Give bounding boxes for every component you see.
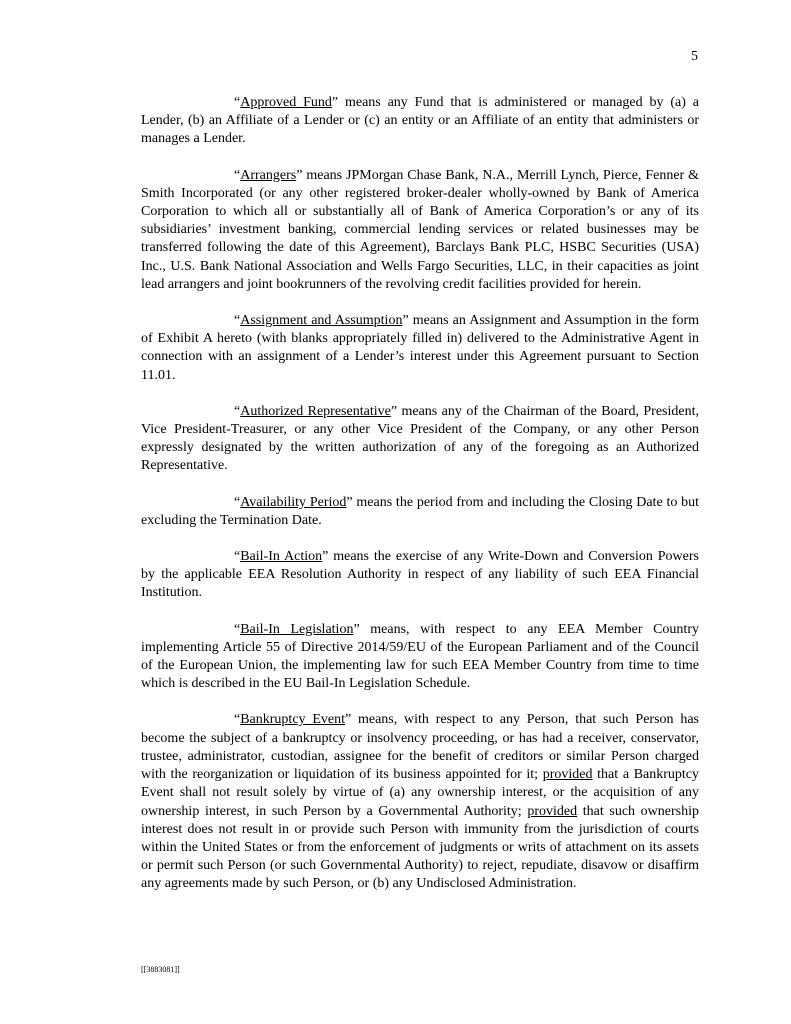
definition-arrangers: “Arrangers” means JPMorgan Chase Bank, N.A., Merrill Lynch, Pierce, Fenner & Smith Incorporated (or any other registered broker-dealer wholly-owned by Bank of America Corporation to which all or substantially all of Bank of America Corporation’s or any of its subsidiaries’ investment banking, commercial lending services or related businesses may be transferred following the date of this Agreement), Barclays Bank PLC, HSBC Securities (USA) Inc., U.S. Bank National Association and Wells Fargo Securities, LLC, in their capacities as joint lead arrangers and joint bookrunners of the revolving credit facilities provided for herein. — [141, 167, 699, 292]
definition-approved-fund: “Approved Fund” means any Fund that is administered or managed by (a) a Lender, (b) an Affiliate of a Lender or (c) an entity or an Affiliate of an entity that administers or manages a Lender. — [141, 95, 699, 147]
definitions-section — [141, 94, 699, 894]
definition-text: means, with respect to any Person, that such Person has become the subject of a bankruptcy or insolvency proceeding, or has had a receiver, conservator, trustee, administrator, custodian, assignee for the benefit of creditors or similar Person charged with the reorganization or liquidation of its business appointed for it; — [141, 712, 699, 783]
defined-term: Approved Fund — [240, 95, 332, 110]
defined-term: Bail-In Legislation — [240, 621, 354, 637]
definition-bail-in-action: “Bail-In Action” means the exercise of any Write-Down and Conversion Powers by the applicable EEA Resolution Authority in respect of any liability of such EEA Financial Institution. — [141, 549, 699, 601]
provided-term: provided — [542, 767, 593, 783]
definition-authorized-representative: “Authorized Representative” means any of the Chairman of the Board, President, Vice President-Treasurer, or any other Vice President of the Company, or any other Person expressly designated by the written authorization of any of the foregoing as an Authorized Representative. — [141, 403, 699, 474]
definition-text: means an Assignment and Assumption in the form of Exhibit A hereto (with blanks appropriately filled in) delivered to the Administrative Agent in connection with an assignment of a Lender’s interest under this Agreement pursuant to Section 11.01. — [141, 313, 699, 383]
definition-text: means any of the Chairman of the Board, President, Vice President-Treasurer, or any other Vice President of the Company, or any other Person expressly designated by the written authorization of any of the foregoing as an Authorized Representative. — [141, 403, 699, 474]
defined-term: Bail-In Action — [240, 549, 323, 565]
defined-term: Assignment and Assumption — [240, 313, 403, 329]
definition-bail-in-legislation: “Bail-In Legislation” means, with respect to any EEA Member Country implementing Article 55 of Directive 2014/59/EU of the European Parliament and of the Council of the European Union, the implementing law for such EEA Member Country from time to time which is described in the EU Bail-In Legislation Schedule. — [141, 621, 699, 692]
definition-assignment-and-assumption: “Assignment and Assumption” means an Assignment and Assumption in the form of Exhibit A hereto (with blanks appropriately filled in) delivered to the Administrative Agent in connection with an assignment of a Lender’s interest under this Agreement pursuant to Section 11.01. — [141, 313, 699, 383]
definition-text: means JPMorgan Chase Bank, N.A., Merrill Lynch, Pierce, Fenner & Smith Incorporated (or any other registered broker-dealer wholly-owned by Bank of America Corporation to which all or substantially all of Bank of America Corporation’s or any of its subsidiaries’ investment banking, commercial lending services or related businesses may be transferred following the date of this Agreement), Barclays Bank PLC, HSBC Securities (USA) Inc., U.S. Bank National Association and Wells Fargo Securities, LLC, in their capacities as joint lead arrangers and joint bookrunners of the revolving credit facilities provided for herein. — [141, 167, 699, 292]
definition-text: that a Bankruptcy Event shall not result solely by virtue of (a) any ownership interest, or the acquisition of any ownership interest, in such Person by a Governmental Authority; — [141, 767, 700, 819]
footer-document-id: [[3883081]] — [141, 965, 180, 974]
defined-term: Availability Period — [240, 494, 347, 510]
definition-text: means any Fund that is administered or managed by (a) a Lender, (b) an Affiliate of a Lender or (c) an entity or an Affiliate of an entity that administers or manages a Lender. — [141, 95, 699, 147]
definition-text: that such ownership interest does not result in or provide such Person with immunity from the jurisdiction of courts within the United States or from the enforcement of judgments or writs of attachment on its assets or permit such Person (or such Governmental Authority) to reject, repudiate, disavow or disaffirm any agreements made by such Person, or (b) any Undisclosed Administration. — [141, 803, 699, 892]
definition-text: means the period from and including the Closing Date to but excluding the Termination Date. — [141, 494, 699, 528]
page-number: 5 — [691, 49, 698, 64]
definition-text: means the exercise of any Write-Down and Conversion Powers by the applicable EEA Resolution Authority in respect of any liability of such EEA Financial Institution. — [141, 549, 699, 601]
provided-term: provided — [527, 803, 578, 819]
definition-bankruptcy-event: “Bankruptcy Event” means, with respect to any Person, that such Person has become the subject of a bankruptcy or insolvency proceeding, or has had a receiver, conservator, trustee, administrator, custodian, assignee for the benefit of creditors or similar Person charged with the reorganization or liquidation of its business appointed for it; provided that a Bankruptcy Event shall not result solely by virtue of (a) any ownership interest, or the acquisition of any ownership interest, in such Person by a Governmental Authority; provided that such ownership interest does not result in or provide such Person with immunity from the jurisdiction of courts within the United States or from the enforcement of judgments or writs of attachment on its assets or permit such Person (or such Governmental Authority) to reject, repudiate, disavow or disaffirm any agreements made by such Person, or (b) any Undisclosed Administration. — [141, 712, 700, 892]
defined-term: Arrangers — [240, 167, 297, 183]
definition-availability-period: “Availability Period” means the period from and including the Closing Date to but excluding the Termination Date. — [141, 494, 699, 528]
defined-term: Bankruptcy Event — [240, 712, 345, 728]
defined-term: Authorized Representative — [240, 403, 391, 419]
definition-text: means, with respect to any EEA Member Country implementing Article 55 of Directive 2014/59/EU of the European Parliament and of the Council of the European Union, the implementing law for such EEA Member Country from time to time which is described in the EU Bail-In Legislation Schedule. — [141, 621, 699, 692]
